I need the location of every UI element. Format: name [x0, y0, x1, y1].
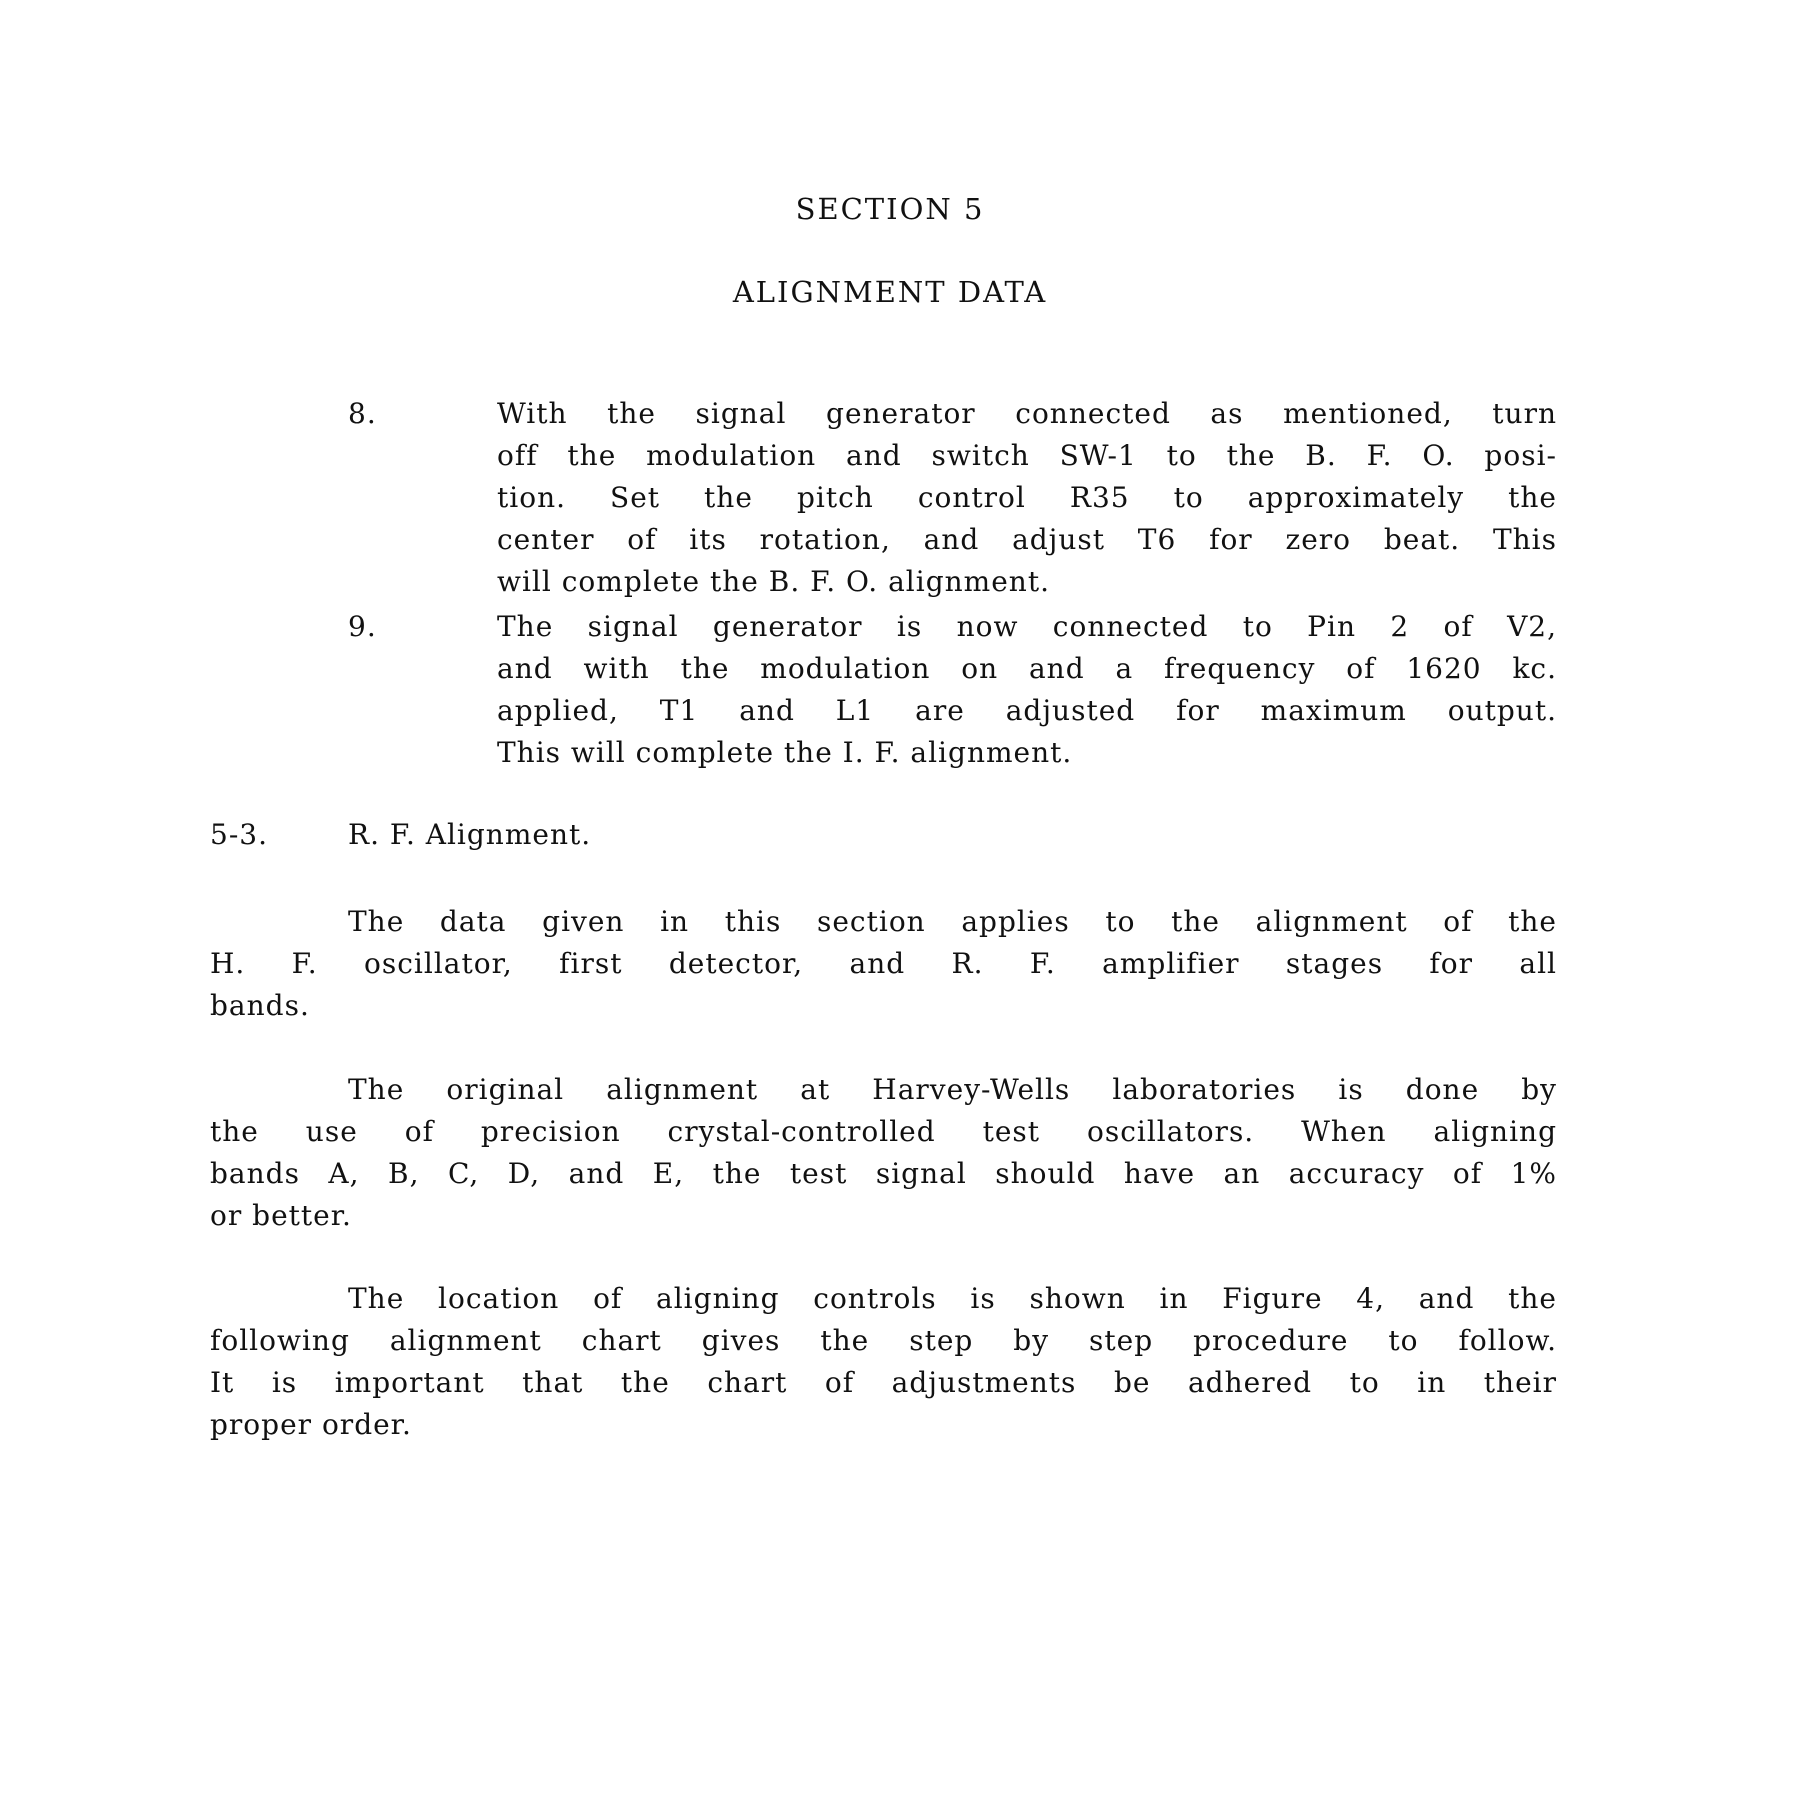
paragraph-line: It is important that the chart of adjustments be adhered to in their [210, 1366, 1557, 1399]
step-text-line: With the signal generator connected as mentioned, turn [497, 397, 1557, 430]
step-text-line: This will complete the I. F. alignment. [497, 736, 1073, 769]
paragraph-line: bands A, B, C, D, and E, the test signal should have an accuracy of 1% [210, 1157, 1557, 1190]
paragraph-line: proper order. [210, 1408, 412, 1441]
paragraph-line: following alignment chart gives the step by step procedure to follow. [210, 1324, 1557, 1357]
section-subtitle: ALIGNMENT DATA [732, 275, 1048, 309]
paragraph-line: H. F. oscillator, first detector, and R. F. amplifier stages for all [210, 947, 1557, 980]
paragraph-line: bands. [210, 989, 310, 1022]
step-text-line: off the modulation and switch SW-1 to the B. F. O. posi- [497, 439, 1557, 472]
step-text-line: will complete the B. F. O. alignment. [497, 565, 1050, 598]
step-text-line: applied, T1 and L1 are adjusted for maximum output. [497, 694, 1557, 727]
paragraph-line: or better. [210, 1199, 352, 1232]
paragraph-line: The original alignment at Harvey-Wells laboratories is done by [348, 1073, 1557, 1106]
paragraph-line: The data given in this section applies to the alignment of the [348, 905, 1557, 938]
subsection-number: 5-3. [210, 818, 268, 851]
step-number: 9. [348, 610, 377, 643]
paragraph-line: The location of aligning controls is shown in Figure 4, and the [348, 1282, 1557, 1315]
subsection-title: R. F. Alignment. [348, 818, 592, 851]
paragraph-line: the use of precision crystal-controlled test oscillators. When aligning [210, 1115, 1557, 1148]
step-text-line: center of its rotation, and adjust T6 for zero beat. This [497, 523, 1557, 556]
section-title: SECTION 5 [795, 192, 985, 226]
step-text-line: and with the modulation on and a frequency of 1620 kc. [497, 652, 1557, 685]
step-number: 8. [348, 397, 377, 430]
step-text-line: tion. Set the pitch control R35 to approximately the [497, 481, 1557, 514]
step-text-line: The signal generator is now connected to Pin 2 of V2, [497, 610, 1557, 643]
